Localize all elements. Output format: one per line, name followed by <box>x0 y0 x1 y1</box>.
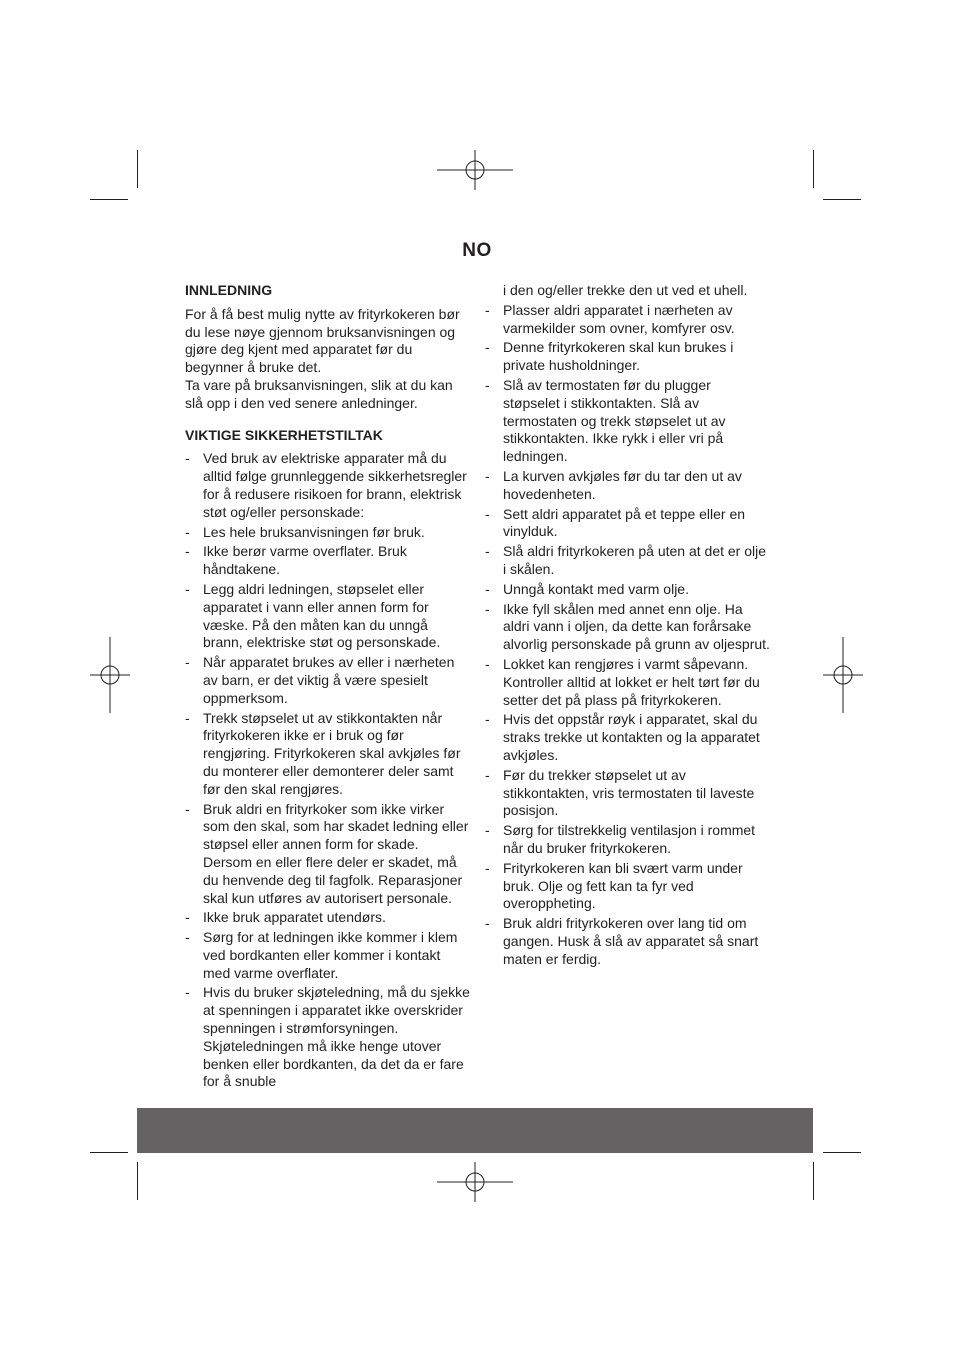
list-item <box>485 822 770 858</box>
crop-mark-top-right-vertical <box>813 150 814 188</box>
list-item <box>485 601 770 654</box>
list-item-text: Plasser aldri apparatet i nærheten av varmekilder som ovner, komfyrer osv. <box>503 301 735 336</box>
left-column <box>185 282 470 1093</box>
bullet-dash: - <box>485 339 490 356</box>
crop-mark-bottom-left-horizontal <box>90 1152 128 1153</box>
list-item <box>185 984 470 1091</box>
list-item <box>485 543 770 579</box>
footer-bar <box>137 1108 813 1153</box>
crop-mark-top-right-horizontal <box>823 199 861 200</box>
list-item-text: Denne frityrkokeren skal kun brukes i private husholdninger. <box>503 339 734 374</box>
safety-item-continuation: i den og/eller trekke den ut ved et uhell. <box>503 282 748 298</box>
bullet-dash: - <box>485 915 490 932</box>
list-item-text: Sørg for tilstrekkelig ventilasjon i rommet når du bruker frityrkokeren. <box>503 822 756 856</box>
list-item-text: Lokket kan rengjøres i varmt såpevann. Kontroller alltid at lokket er helt tørt før du setter det på plass på frityrkokeren. <box>503 655 760 708</box>
list-item <box>185 581 470 652</box>
list-item-text: Unngå kontakt med varm olje. <box>503 580 689 597</box>
list-item-text: Ikke fyll skålen med annet enn olje. Ha aldri vann i oljen, da dette kan forårsake alvorlig personskade på grunn av oljesprut. <box>503 600 770 653</box>
list-item-text: Slå av termostaten før du plugger støpselet i stikkontakten. Slå av termostaten og trekk støpselet ut av stikkontakten. Ikke rykk i eller vri på ledningen. <box>503 376 726 465</box>
bullet-dash: - <box>485 711 490 728</box>
list-item-text: Legg aldri ledningen, støpselet eller apparatet i vann eller annen form for væske. På den måten kan du unngå brann, elektriske støt og personskade. <box>203 580 441 651</box>
bullet-dash: - <box>485 505 490 522</box>
list-item <box>485 656 770 709</box>
list-item-text: Når apparatet brukes av eller i nærheten av barn, er det viktig å være spesielt oppmerksom. <box>203 654 455 706</box>
list-item-text: Sett aldri apparatet på et teppe eller en vinylduk. <box>503 505 746 540</box>
list-item <box>485 581 770 599</box>
intro-heading: INNLEDNING <box>185 282 273 298</box>
list-item <box>185 929 470 982</box>
bullet-dash: - <box>485 766 490 783</box>
intro-paragraph-2: Ta vare på bruksanvisningen, slik at du kan slå opp i den ved senere anledninger. <box>185 376 453 411</box>
list-item <box>185 543 470 579</box>
list-item <box>185 524 470 542</box>
bullet-dash: - <box>485 859 490 876</box>
list-item <box>485 767 770 820</box>
bullet-dash: - <box>485 543 490 560</box>
bullet-dash: - <box>185 984 190 1001</box>
bullet-dash: - <box>485 600 490 617</box>
crop-mark-top-left-horizontal <box>90 199 128 200</box>
bullet-dash: - <box>185 909 190 926</box>
list-item-text: La kurven avkjøles før du tar den ut av hovedenheten. <box>503 467 742 502</box>
bullet-dash: - <box>485 376 490 393</box>
crop-mark-top-left-vertical <box>137 150 138 188</box>
list-item <box>485 468 770 504</box>
bullet-dash: - <box>185 523 190 540</box>
bullet-dash: - <box>185 450 190 467</box>
bullet-dash: - <box>185 709 190 726</box>
list-item-text: Hvis det oppstår røyk i apparatet, skal du straks trekke ut kontakten og la apparatet avkjøles. <box>503 711 760 763</box>
safety-heading: VIKTIGE SIKKERHETSTILTAK <box>185 426 383 443</box>
list-item-text: Trekk støpselet ut av stikkontakten når frityrkokeren ikke er i bruk og før rengjøring. Frityrkokeren skal avkjøles før du monterer eller demonterer deler samt før den skal rengjøres. <box>203 709 461 797</box>
bullet-dash: - <box>185 800 190 817</box>
list-item-text: Hvis du bruker skjøteledning, må du sjekke at spenningen i apparatet ikke overskrider spenningen i strømforsyningen. Skjøteledningen må ikke henge utover benken eller bordkanten, da det da er fare for å snuble <box>203 984 470 1090</box>
list-item-text: Slå aldri frityrkokeren på uten at det er olje i skålen. <box>503 543 767 577</box>
bullet-dash: - <box>185 543 190 560</box>
list-item <box>485 915 770 968</box>
registration-mark-top-icon <box>437 150 513 190</box>
list-item <box>485 506 770 542</box>
list-item-text: Ikke berør varme overflater. Bruk håndtakene. <box>203 543 407 578</box>
safety-list-left <box>185 450 470 1091</box>
list-item <box>485 302 770 338</box>
list-item-text: Ved bruk av elektriske apparater må du alltid følge grunnleggende sikkerhetsregler for å redusere risikoen for brann, elektrisk støt og/eller personskade: <box>203 450 467 520</box>
list-item-text: Bruk aldri en frityrkoker som ikke virker som den skal, som har skadet ledning eller støpsel eller annen form for skade. Dersom en eller flere deler er skadet, må du henvende deg til fagfolk. Reparasjoner skal kun utføres av autorisert personale. <box>203 800 469 906</box>
bullet-dash: - <box>485 822 490 839</box>
list-item <box>485 339 770 375</box>
language-code-title: NO <box>462 240 492 261</box>
list-item-text: Les hele bruksanvisningen før bruk. <box>203 523 425 540</box>
bullet-dash: - <box>485 301 490 318</box>
list-item-text: Ikke bruk apparatet utendørs. <box>203 909 386 926</box>
list-item <box>485 711 770 764</box>
bullet-dash: - <box>485 467 490 484</box>
right-column <box>485 282 770 970</box>
list-item-text: Frityrkokeren kan bli svært varm under bruk. Olje og fett kan ta fyr ved overoppheting. <box>503 859 743 912</box>
list-item-text: Før du trekker støpselet ut av stikkontakten, vris termostaten til laveste posisjon. <box>503 766 755 819</box>
safety-list-right <box>485 302 770 969</box>
list-item <box>185 450 470 521</box>
bullet-dash: - <box>485 655 490 672</box>
registration-mark-bottom-icon <box>437 1162 513 1202</box>
list-item <box>485 860 770 913</box>
list-item <box>185 654 470 707</box>
list-item <box>485 377 770 466</box>
list-item-text: Bruk aldri frityrkokeren over lang tid om gangen. Husk å slå av apparatet så snart maten er ferdig. <box>503 915 759 967</box>
registration-mark-left-icon <box>90 637 130 713</box>
bullet-dash: - <box>185 580 190 597</box>
intro-paragraph-1: For å få best mulig nytte av frityrkokeren bør du lese nøye gjennom bruksanvisningen og gjøre deg kjent med apparatet før du begynner å bruke det. <box>185 305 460 376</box>
list-item <box>185 801 470 908</box>
crop-mark-bottom-right-vertical <box>813 1162 814 1200</box>
bullet-dash: - <box>485 580 490 597</box>
bullet-dash: - <box>185 929 190 946</box>
bullet-dash: - <box>185 654 190 671</box>
crop-mark-bottom-left-vertical <box>137 1162 138 1200</box>
list-item-text: Sørg for at ledningen ikke kommer i klem ved bordkanten eller kommer i kontakt med varme overflater. <box>203 929 458 981</box>
list-item <box>185 909 470 927</box>
registration-mark-right-icon <box>823 637 863 713</box>
list-item <box>185 710 470 799</box>
crop-mark-bottom-right-horizontal <box>823 1152 861 1153</box>
